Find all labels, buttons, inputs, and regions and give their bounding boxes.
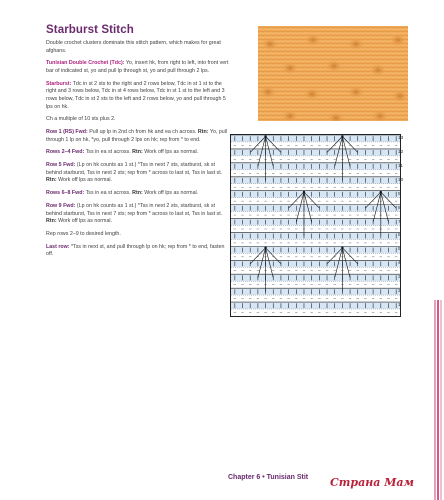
intro-paragraph: Double crochet clusters dominate this stitch pattern, which makes for great afghans. xyxy=(46,40,221,54)
row-label: Row 9 Fwd: xyxy=(46,203,76,209)
chart-row-band xyxy=(231,274,400,281)
chart-row-number: 4 xyxy=(398,261,401,267)
repeat-note: Rep rows 2–9 to desired length. xyxy=(46,230,121,237)
chart-row-number: 1 xyxy=(398,303,401,309)
row-text: Tss in ea st across. xyxy=(84,190,133,197)
starburst-top xyxy=(341,135,343,137)
starburst-top xyxy=(380,191,382,193)
footer-bullet: • xyxy=(260,474,267,481)
row-text: (Lp on hk counts as 1 st.) *Tss in next 7 sts, starburst, sk st behind starburst, Tss in next 2 sts; rep from * across to last st, Tss in last st. xyxy=(46,162,223,176)
starburst-text: Tdc in st 2 sts to the right and 2 rows below, Tdc in st 1 st to the right and 3 rows below, Tdc in st 4 rows below, Tdc in st 1 st to the left and 3 rows below, Tdc in st 2 sts to the left and 2 rows below, yo and pull through 5 lps on hk. xyxy=(46,80,226,110)
rtn-text: Yo, pull through 1 lp on hk, *yo, pull through 2 lps on hk; rep from * to end. xyxy=(46,129,228,143)
decorative-side-stripes xyxy=(434,300,444,500)
chart-row-band xyxy=(231,246,400,253)
page-footer xyxy=(228,474,308,481)
rtn-text: Work off lps as normal. xyxy=(56,177,113,184)
rtn-label: Rtn: xyxy=(197,129,209,136)
starburst-top xyxy=(341,247,343,249)
chart-row-band xyxy=(231,260,400,267)
starburst-definition xyxy=(46,81,231,111)
last-row-text: *Tss in next st, and pull through lp on hk; rep from * to end, fasten off. xyxy=(46,243,225,258)
rtn-text: Work off lps as normal. xyxy=(56,218,113,225)
chart-row-band xyxy=(231,191,400,198)
chart-row-number: 6 xyxy=(398,233,401,239)
row-instruction xyxy=(46,129,231,144)
row-instruction xyxy=(46,149,231,157)
row-label: Rows 6–8 Fwd: xyxy=(46,190,85,197)
chart-row-number: 12 xyxy=(398,149,404,155)
rtn-label: Rtn: xyxy=(46,218,57,225)
chart-row-band xyxy=(231,302,400,309)
row-instruction xyxy=(46,203,231,226)
starburst-term: Starburst: xyxy=(46,80,72,87)
row-text: Tss in ea st across. xyxy=(84,149,133,156)
swatch-texture xyxy=(258,26,408,121)
chart-row-number: 9 xyxy=(398,191,401,197)
rtn-label: Rtn: xyxy=(46,177,57,184)
starburst-top xyxy=(264,247,266,249)
chart-row-band xyxy=(231,177,400,184)
stitch-chart-grid xyxy=(231,135,400,316)
chart-row-number: 13 xyxy=(398,136,404,141)
row-label: Rows 2–4 Fwd: xyxy=(46,149,85,156)
chart-row-band xyxy=(231,135,400,142)
stitch-swatch-photo xyxy=(258,26,408,121)
starburst-top xyxy=(303,191,305,193)
stitch-chart xyxy=(230,134,401,317)
row-instruction xyxy=(46,190,231,198)
chart-row-band xyxy=(231,219,400,226)
last-row-label: Last row: xyxy=(46,243,70,250)
footer-title: Tunisian Stit xyxy=(266,474,309,481)
tdc-definition xyxy=(46,60,231,75)
tdc-text: Yo, insert hk, from right to left, into front vert bar of indicated st, yo and pull lp through st, yo and pull through 2 lps. xyxy=(46,60,229,74)
row-text: (Lp on hk counts as 1 st.) *Tss in next 2 sts, starburst, sk st behind starburst, Tss in next 7 sts; rep from * across to last st, Tss in last st. xyxy=(46,203,223,217)
chart-row-band xyxy=(231,288,400,295)
row-label: Row 1 (RS) Fwd: xyxy=(46,129,88,136)
rtn-text: Work off lps as normal. xyxy=(142,190,199,197)
rtn-text: Work off lps as normal. xyxy=(142,149,199,156)
row-text: Pull up lp in 2nd ch from hk and ea ch across. xyxy=(87,129,198,136)
page-title: Starburst Stitch xyxy=(46,24,134,36)
chart-row-number: 5 xyxy=(398,247,401,253)
chart-row-number: 10 xyxy=(398,177,404,183)
tdc-term: Tunisian Double Crochet (Tdc): xyxy=(46,60,125,67)
starburst-top xyxy=(264,135,266,137)
text-column xyxy=(46,24,231,264)
footer-chapter: Chapter 6 xyxy=(228,474,261,481)
chart-row-band xyxy=(231,163,400,170)
last-row-instruction xyxy=(46,244,231,259)
row-label: Row 5 Fwd: xyxy=(46,162,76,169)
rtn-label: Rtn: xyxy=(132,190,143,197)
row-instruction xyxy=(46,162,231,185)
chart-row-number: 3 xyxy=(398,275,401,281)
chart-row-band xyxy=(231,149,400,156)
chart-row-number: 7 xyxy=(398,219,401,225)
chart-row-number: 8 xyxy=(398,205,401,211)
rtn-label: Rtn: xyxy=(132,149,143,156)
chart-row-band xyxy=(231,205,400,212)
chart-row-band xyxy=(231,232,400,239)
multiple-note: Ch a multiple of 10 sts plus 2. xyxy=(46,116,116,123)
chart-row-number: 2 xyxy=(398,289,401,295)
chart-row-number: 11 xyxy=(398,163,403,169)
watermark-logo: Страна Мам xyxy=(330,476,414,489)
